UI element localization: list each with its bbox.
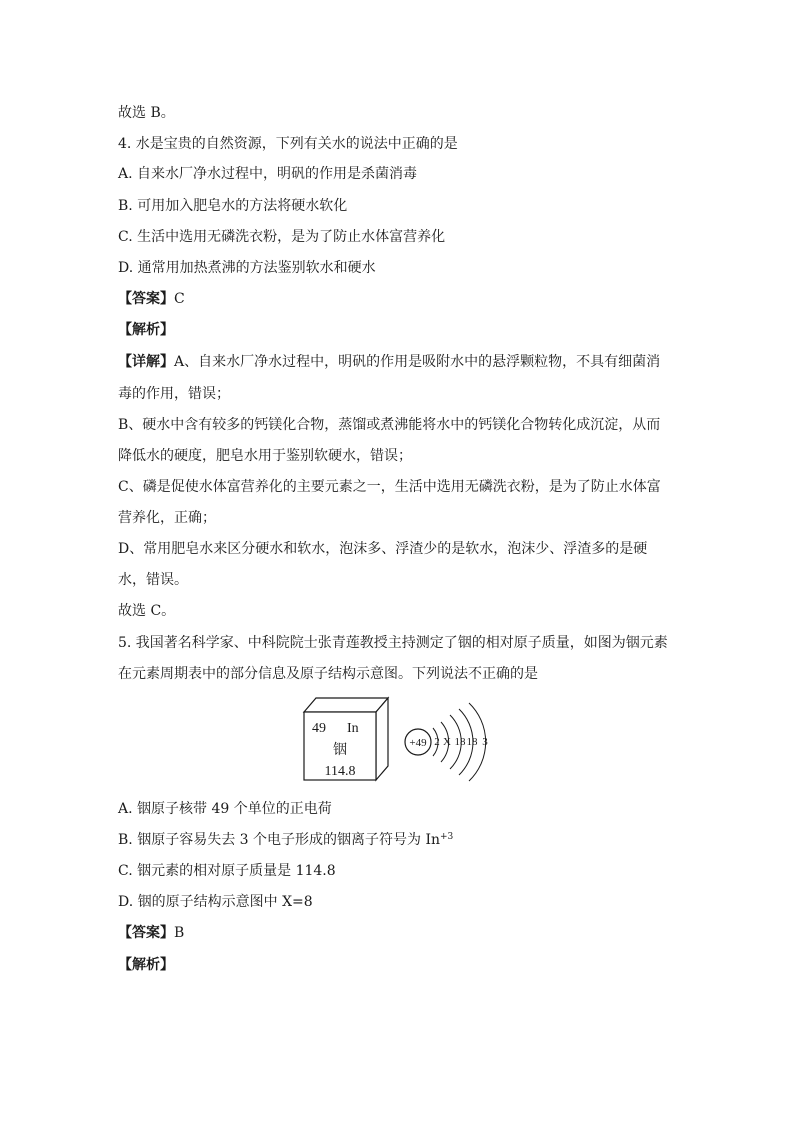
shell-electrons-5: 3 [482,736,488,748]
q4-answer-value: C [174,291,185,307]
q4-analysis-tag: 【解析】 [118,322,174,338]
q5-answer-tag: 【答案】 [118,925,174,941]
q4-stem: 4. 水是宝贵的自然资源，下列有关水的说法中正确的是 [118,136,458,152]
q4-detail-tag: 【详解】 [118,354,174,370]
q4-detail-line-1 [118,352,660,372]
q4-option-c: C. 生活中选用无磷洗衣粉，是为了防止水体富营养化 [118,229,446,245]
q5-answer [118,923,184,943]
q4-detail-line-8: 水，错误。 [118,572,188,588]
q4-option-d: D. 通常用加热煮沸的方法鉴别软水和硬水 [118,260,376,276]
q5-option-a: A. 铟原子核带 49 个单位的正电荷 [118,801,332,817]
q4-option-b: B. 可用加入肥皂水的方法将硬水软化 [118,198,348,214]
indium-figure [300,692,500,792]
q4-detail-text-1: A、自来水厂净水过程中，明矾的作用是吸附水中的悬浮颗粒物，不具有细菌消 [174,354,661,370]
prev-conclusion: 故选 B。 [118,105,175,121]
shell-electrons-4: 18 [466,736,478,748]
q5-option-c: C. 铟元素的相对原子质量是 114.8 [118,863,336,879]
q5-option-b-text: B. 铟原子容易失去 3 个电子形成的铟离子符号为 In [118,832,440,848]
indium-figure-svg [300,692,500,792]
q4-conclusion: 故选 C。 [118,603,176,619]
q4-detail-line-2: 毒的作用，错误； [118,386,230,402]
card-top-face [304,698,388,712]
q5-option-d: D. 铟的原子结构示意图中 X=8 [118,894,313,910]
shell-electrons-2: X [443,736,451,748]
card-side-face [376,698,388,780]
q5-answer-value: B [174,925,185,941]
element-card [304,698,388,780]
card-mass: 114.8 [324,764,356,779]
q4-answer [118,289,185,309]
shell-electrons-3: 18 [454,736,466,748]
shell-electrons-1: 2 [434,736,440,748]
q4-detail-line-4: 降低水的硬度，肥皂水用于鉴别软硬水，错误； [118,448,412,464]
q4-detail-line-6: 营养化，正确； [118,510,216,526]
card-symbol: In [347,721,359,736]
q5-option-b-charge: +3 [440,832,454,842]
q4-detail-line-3: B、硬水中含有较多的钙镁化合物，蒸馏或煮沸能将水中的钙镁化合物转化成沉淀，从而 [118,417,661,433]
card-element-name: 铟 [333,743,347,758]
q4-detail-line-7: D、常用肥皂水来区分硬水和软水，泡沫多、浮渣少的是软水，泡沫少、浮渣多的是硬 [118,541,648,557]
nucleus-charge: +49 [409,737,427,749]
atom-structure-diagram [405,703,488,781]
q5-analysis-tag: 【解析】 [118,957,174,973]
q5-stem-line-1: 5. 我国著名科学家、中科院院士张青莲教授主持测定了铟的相对原子质量，如图为铟元素 [118,635,668,651]
q4-option-a: A. 自来水厂净水过程中，明矾的作用是杀菌消毒 [118,166,418,182]
q4-answer-tag: 【答案】 [118,291,174,307]
q5-option-b [118,830,453,850]
card-atomic-number: 49 [312,721,326,736]
q4-detail-line-5: C、磷是促使水体富营养化的主要元素之一，生活中选用无磷洗衣粉，是为了防止水体富 [118,479,661,495]
q5-stem-line-2: 在元素周期表中的部分信息及原子结构示意图。下列说法不正确的是 [118,666,538,682]
